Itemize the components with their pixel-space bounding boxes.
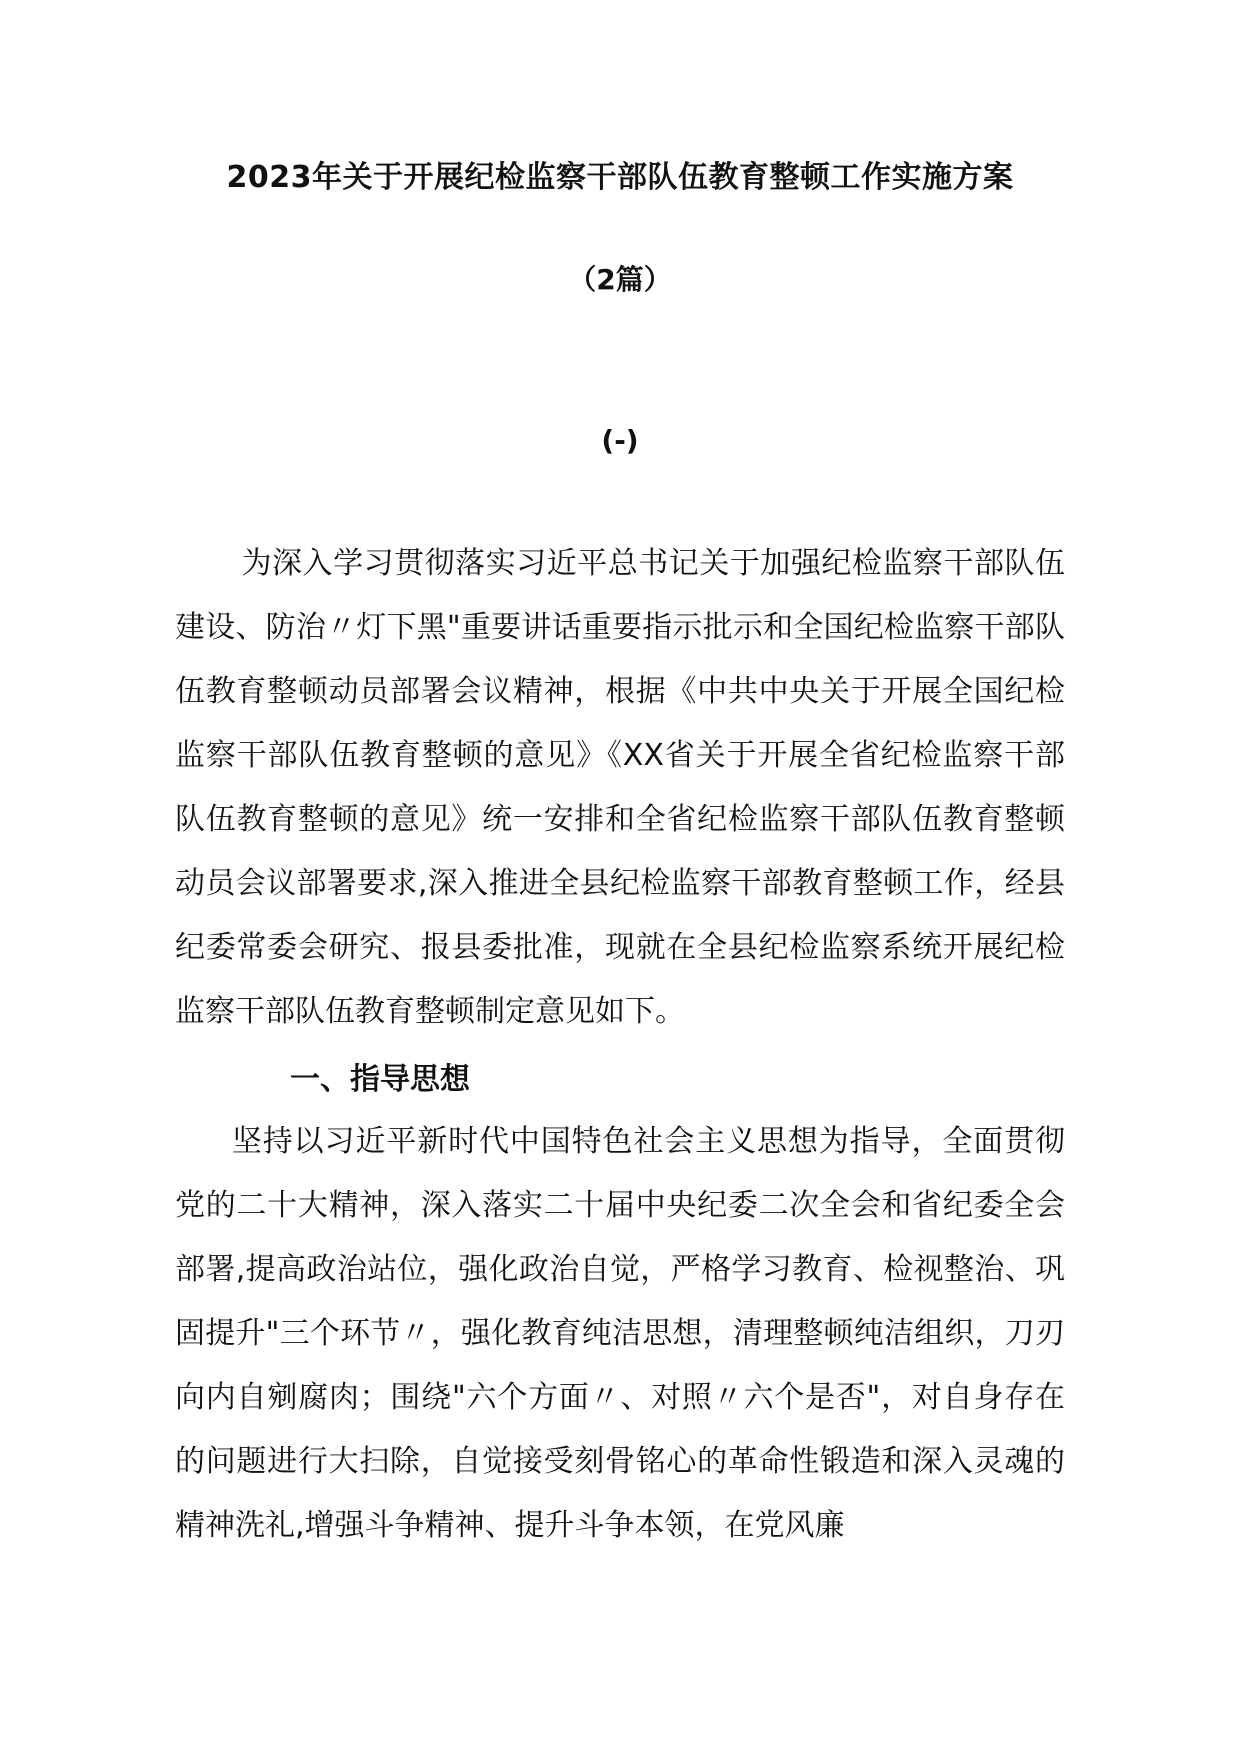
intro-paragraph <box>175 532 1065 1044</box>
document-title: 2023年关于开展纪检监察干部队伍教育整顿工作实施方案 <box>226 160 1014 195</box>
section-heading-guiding-ideology: 一、指导思想 <box>290 1062 470 1097</box>
document-subtitle: （2篇） <box>568 263 672 296</box>
guiding-ideology-paragraph-text: 坚持以习近平新时代中国特色社会主义思想为指导，全面贯彻党的二十大精神，深入落实二十届中央纪委二次全会和省纪委全会部署,提高政治站位，强化政治自觉，严格学习教育、检视整治、巩固提升"三个环节〃，强化教育纯洁思想，清理整顿纯洁组织，刀刃向内自剜腐肉；围绕"六个方面〃、对照〃六个是否"，对自身存在的问题进行大扫除，自觉接受刻骨铭心的革命性锻造和深入灵魂的精神洗礼,增强斗争精神、提升斗争本领，在党风廉 <box>175 1124 1065 1543</box>
intro-paragraph-text: 为深入学习贯彻落实习近平总书记关于加强纪检监察干部队伍建设、防治〃灯下黑"重要讲话重要指示批示和全国纪检监察干部队伍教育整顿动员部署会议精神，根据《中共中央关于开展全国纪检监察干部队伍教育整顿的意见》《XX省关于开展全省纪检监察干部队伍教育整顿的意见》统一安排和全省纪检监察干部队伍教育整顿动员会议部署要求,深入推进全县纪检监察干部教育整顿工作，经县纪委常委会研究、报县委批准，现就在全县纪检监察系统开展纪检监察干部队伍教育整顿制定意见如下。 <box>175 546 1065 1029</box>
guiding-ideology-paragraph <box>175 1110 1065 1558</box>
part-label: (-) <box>601 424 639 457</box>
